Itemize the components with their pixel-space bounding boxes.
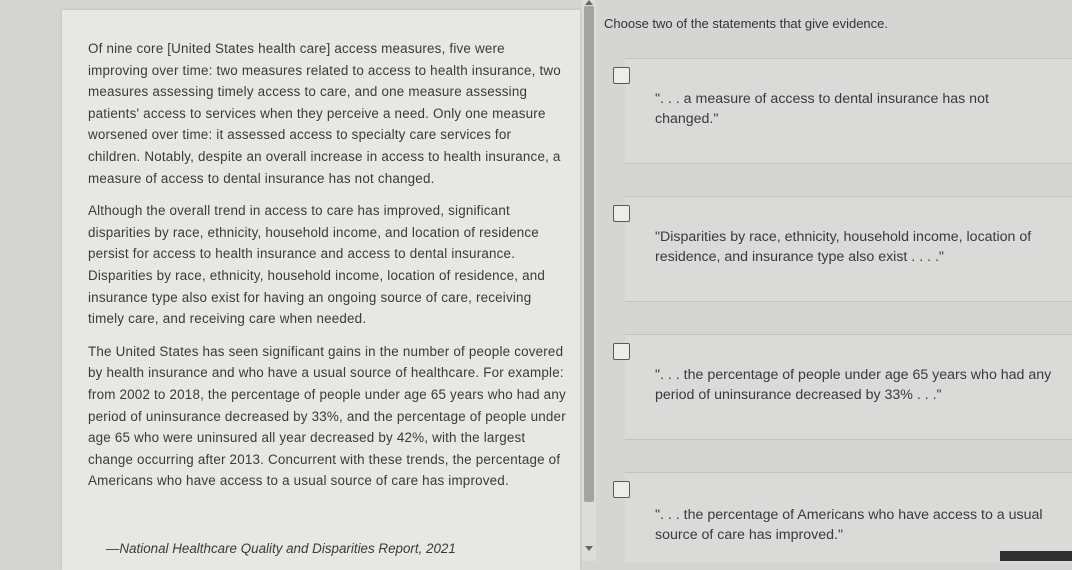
option-2[interactable] (625, 196, 1072, 302)
option-4-checkbox[interactable] (613, 481, 630, 498)
question-prompt: Choose two of the statements that give evidence. (604, 16, 889, 31)
passage-scrollbar[interactable] (582, 0, 596, 561)
bottom-edge-bar (1000, 551, 1072, 561)
passage-paragraph-1: Of nine core [United States health care] access measures, five were improving over time: two measures related to access to health insurance, two measures assessing timely access to care, and one measure assessing patients' access to services when they perceive a need. Only one measure worsened over time: it assessed access to specialty care services for children. Notably, despite an overall increase in access to health insurance, a measure of access to dental insurance has not changed. (88, 41, 561, 186)
option-1[interactable] (625, 58, 1072, 164)
question-panel (596, 0, 1072, 561)
option-1-text: ". . . a measure of access to dental insurance has not changed." (655, 91, 989, 127)
option-3-checkbox[interactable] (613, 343, 630, 360)
option-2-checkbox[interactable] (613, 205, 630, 222)
passage-paragraph-2: Although the overall trend in access to care has improved, significant disparities by race, ethnicity, household income, and location of residence persist for access to health insurance and access to dental insurance. Disparities by race, ethnicity, household income, location of residence, and insurance type also exist for having an ongoing source of care, receiving timely care, and receiving care when needed. (88, 203, 546, 327)
scroll-down-icon[interactable] (585, 546, 593, 551)
passage-paragraph-3: The United States has seen significant gains in the number of people covered by health insurance and who have a usual source of healthcare. For example: from 2002 to 2018, the percentage of people under age 65 years who had any period of uninsurance decreased by 33%, and the percentage of people under age 65 who were uninsured all year decreased by 42%, with the largest change occurring after 2013. Concurrent with these trends, the percentage of Americans who have access to a usual source of care has improved. (88, 343, 566, 489)
passage-text (88, 38, 566, 503)
scroll-up-icon[interactable] (585, 0, 593, 5)
option-1-checkbox[interactable] (613, 67, 630, 84)
option-2-text: "Disparities by race, ethnicity, household income, location of residence, and insurance type also exist . . . ." (655, 229, 1032, 265)
option-3-text: ". . . the percentage of people under age 65 years who had any period of uninsurance decreased by 33% . . ." (655, 367, 1052, 403)
option-3[interactable] (625, 334, 1072, 440)
passage-citation: —National Healthcare Quality and Disparities Report, 2021 (106, 541, 456, 556)
option-4-text: ". . . the percentage of Americans who have access to a usual source of care has improved." (655, 507, 1043, 543)
passage-panel (62, 10, 580, 570)
scrollbar-thumb[interactable] (584, 6, 594, 502)
option-4[interactable] (625, 472, 1072, 563)
